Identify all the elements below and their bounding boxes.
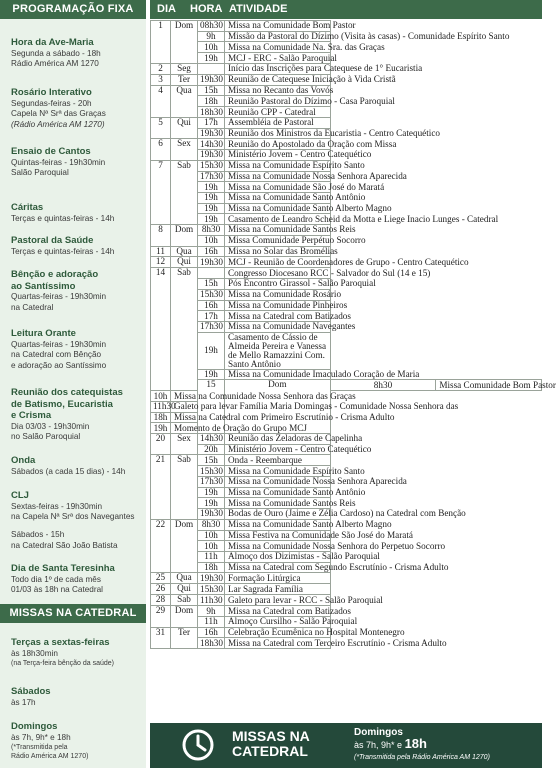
- hour-cell: 19h30: [198, 509, 225, 520]
- activity-cell: Ministério Jovem - Centro Catequético: [225, 444, 331, 455]
- sidebar-item-text: Quartas-feiras - 19h30min: [11, 292, 107, 301]
- table-row: [151, 573, 542, 584]
- sidebar-item-title: Reunião dos catequistas: [11, 387, 123, 398]
- activity-cell: Missa Comunidade Bom Pastor: [436, 380, 542, 391]
- schedule-header: [150, 0, 542, 19]
- sidebar-item: [11, 387, 143, 443]
- activity-cell: Missa na Catedral com Segundo Escrutínio - Crisma Adulto: [225, 562, 331, 573]
- activity-cell: Momento de Oração do Grupo MCJ: [171, 423, 198, 434]
- table-row: [151, 85, 542, 96]
- footer-note: (*Transmitida pela Rádio América AM 1270): [354, 754, 490, 761]
- hour-cell: 15h: [198, 455, 225, 466]
- sidebar-item-note: (*Transmitida pela: [11, 744, 68, 751]
- activity-cell: Galeto para levar Família Maria Domingas - Comunidade Nossa Senhora das: [171, 401, 198, 412]
- footer-hours: [354, 738, 427, 751]
- day-cell: 20: [151, 434, 171, 455]
- sidebar-item-text: 01/03 às 18h na Catedral: [11, 585, 103, 594]
- table-row: [151, 171, 542, 182]
- hour-cell: [198, 63, 225, 74]
- hour-cell: 19h: [198, 498, 225, 509]
- table-row: [151, 117, 542, 128]
- hour-cell: 18h30: [198, 107, 225, 118]
- hour-cell: 18h: [151, 412, 171, 423]
- sidebar-item-text: às 17h: [11, 697, 36, 707]
- hour-cell: 10h: [198, 42, 225, 53]
- sidebar-item-text: no Salão Paroquial: [11, 432, 81, 441]
- table-row: [151, 268, 542, 279]
- table-row: [151, 412, 542, 423]
- col-header-hora: HORA: [190, 3, 223, 15]
- table-row: [151, 279, 542, 290]
- day-cell: 4: [151, 85, 171, 117]
- hour-cell: 15h30: [198, 466, 225, 477]
- day-cell: 6: [151, 139, 171, 160]
- hour-cell: 19h30: [198, 257, 225, 268]
- hour-cell: 18h: [198, 562, 225, 573]
- sidebar-item-text: Segundas-feiras - 20h: [11, 98, 92, 108]
- sidebar-item-title: e Crisma: [11, 410, 52, 421]
- activity-cell: Missa Comunidade Perpétuo Socorro: [225, 235, 331, 246]
- day-cell: 25: [151, 573, 171, 584]
- sidebar-item: [11, 721, 143, 761]
- weekday-cell: Ter: [171, 627, 198, 648]
- activity-cell: Missa na Comunidade Santo Alberto Magno: [225, 519, 331, 530]
- hour-cell: 08h30: [198, 21, 225, 32]
- table-row: [151, 139, 542, 150]
- weekday-cell: Ter: [171, 74, 198, 85]
- sidebar-item-title: Domingos: [11, 721, 58, 732]
- sidebar-item-note: (na Terça-feira bênção da saúde): [11, 660, 114, 667]
- table-row: [151, 192, 542, 203]
- activity-cell: Missa na Comunidade Espírito Santo: [225, 466, 331, 477]
- sidebar-item-text: Quintas-feiras - 19h30min: [11, 157, 106, 167]
- activity-cell: Missa na Comunidade Nossa Senhora Aparecida: [225, 476, 331, 487]
- activity-cell: Lar Sagrada Família: [225, 584, 331, 595]
- weekday-cell: Sab: [171, 268, 198, 391]
- weekday-cell: Sab: [171, 595, 198, 606]
- activity-cell: Pós Encontro Girassol - Salão Paroquial: [225, 279, 331, 290]
- weekday-cell: Dom: [171, 225, 198, 246]
- weekday-cell: Qui: [171, 257, 198, 268]
- sidebar-item-text: Segunda a sábado - 18h: [11, 48, 101, 58]
- sidebar-item-text: Capela Nª Srª das Graças: [11, 109, 106, 118]
- sidebar-item-text: na Catedral São João Batista: [11, 540, 118, 550]
- sidebar-item-text: às 7h, 9h* e 18h: [11, 732, 71, 742]
- activity-cell: Bodas de Ouro (Jaime e Zélia Cardoso) na Catedral com Benção: [225, 509, 331, 520]
- hour-cell: 19h: [198, 214, 225, 225]
- hour-cell: 19h30: [198, 150, 225, 161]
- sidebar-item-note: Rádio América AM 1270): [11, 753, 89, 760]
- weekday-cell: Qui: [171, 117, 198, 138]
- activity-cell: Reunião de Catequese Iniciação à Vida Cristã: [225, 74, 331, 85]
- activity-cell: Missa no Recanto das Vovós: [225, 85, 331, 96]
- hour-cell: 11h30: [151, 401, 171, 412]
- hour-cell: 19h: [198, 53, 225, 64]
- sidebar-item-title: Ensaio de Cantos: [11, 146, 91, 157]
- table-row: [151, 444, 542, 455]
- day-cell: 21: [151, 455, 171, 519]
- hour-cell: 14h30: [198, 434, 225, 445]
- table-row: [151, 21, 542, 32]
- table-row: [151, 128, 542, 139]
- weekday-cell: Dom: [171, 606, 198, 627]
- sidebar-item-text: na Capela Nª Srª dos Navegantes: [11, 512, 135, 521]
- activity-cell: Reunião Pastoral do Dízimo - Casa Paroquial: [225, 96, 331, 107]
- sidebar-item-title: Pastoral da Saúde: [11, 235, 94, 246]
- sidebar-item: [11, 269, 143, 313]
- activity-cell: Missa na Comunidade Bom Pastor: [225, 21, 331, 32]
- sidebar-item-text: na Catedral com Bênção: [11, 350, 102, 359]
- table-row: [151, 455, 542, 466]
- sidebar-item: [11, 563, 143, 596]
- hour-cell: 16h: [198, 300, 225, 311]
- table-row: [151, 487, 542, 498]
- activity-cell: Missa na Catedral com Primeiro Escrutínio - Crisma Adulto: [171, 412, 198, 423]
- hour-cell: 16h: [198, 246, 225, 257]
- col-header-dia: DIA: [157, 3, 176, 15]
- table-row: [151, 246, 542, 257]
- footer-banner: [150, 723, 542, 768]
- activity-cell: Galeto para levar - RCC - Salão Paroquial: [225, 595, 331, 606]
- activity-cell: Missa na Comunidade Espírito Santo: [225, 160, 331, 171]
- activity-cell: Missa na Comunidade Rosário: [225, 289, 331, 300]
- day-cell: 14: [151, 268, 171, 391]
- activity-cell: Missa Festiva na Comunidade São José do Maratá: [225, 530, 331, 541]
- hour-cell: 19h: [198, 332, 225, 369]
- sidebar-item-text: Rádio América AM 1270: [11, 59, 99, 68]
- footer-title: MISSAS NA CATEDRAL: [232, 728, 310, 759]
- activity-cell: Missa na Comunidade São José do Maratá: [225, 182, 331, 193]
- sidebar-item-note: (Rádio América AM 1270): [11, 119, 105, 129]
- hour-cell: 15h: [198, 279, 225, 290]
- table-row: [151, 627, 542, 638]
- activity-cell: Missa na Comunidade Santo Antônio: [225, 487, 331, 498]
- sidebar-item-text: Terças e quintas-feiras - 14h: [11, 246, 115, 256]
- sidebar-item-text: Todo dia 1º de cada mês: [11, 574, 101, 584]
- sidebar-item: [11, 530, 143, 551]
- table-row: [151, 595, 542, 606]
- activity-cell: Onda - Reembarque: [225, 455, 331, 466]
- activity-cell: Missa na Comunidade Navegantes: [225, 322, 331, 333]
- table-row: [151, 96, 542, 107]
- activity-cell: Missão da Pastoral do Dízimo (Visita às casas) - Comunidade Espírito Santo: [225, 31, 331, 42]
- hour-cell: 15h30: [198, 584, 225, 595]
- table-row: [151, 551, 542, 562]
- activity-cell: Congresso Diocesano RCC - Salvador do Sul (14 e 15): [225, 268, 331, 279]
- activity-cell: Missa na Comunidade Pinheiros: [225, 300, 331, 311]
- hour-cell: 8h30: [330, 380, 436, 391]
- activity-cell: Missa na Comunidade Santo Antônio: [225, 192, 331, 203]
- hour-cell: 11h30: [198, 595, 225, 606]
- day-cell: 8: [151, 225, 171, 246]
- hour-cell: 19h: [198, 487, 225, 498]
- hour-cell: 8h30: [198, 519, 225, 530]
- hour-cell: 10h: [198, 235, 225, 246]
- sidebar-item: [11, 37, 143, 70]
- table-row: [151, 423, 542, 434]
- sidebar-item: [11, 637, 143, 668]
- activity-cell: Missa na Comunidade Na. Sra. das Graças: [225, 42, 331, 53]
- sidebar-item-text: Quartas-feiras - 19h30min: [11, 339, 107, 349]
- hour-cell: 19h30: [198, 573, 225, 584]
- table-row: [151, 300, 542, 311]
- table-row: [151, 530, 542, 541]
- activity-cell: Missa na Comunidade Santo Alberto Magno: [225, 203, 331, 214]
- table-row: [151, 182, 542, 193]
- day-cell: 3: [151, 74, 171, 85]
- table-row: [151, 509, 542, 520]
- clock-icon: [180, 727, 216, 763]
- table-row: [151, 498, 542, 509]
- activity-cell: Missa na Comunidade Imaculado Coração de Maria: [225, 369, 331, 380]
- hour-cell: 19h: [198, 369, 225, 380]
- table-row: [151, 214, 542, 225]
- sidebar-item-title: Hora da Ave-Maria: [11, 37, 94, 48]
- activity-cell: Missa na Comunidade Santos Reis: [225, 225, 331, 236]
- schedule: [150, 0, 556, 722]
- activity-cell: Missa na Comunidade Nossa Senhora do Perpetuo Socorro: [225, 541, 331, 552]
- activity-cell: Ministério Jovem - Centro Catequético: [225, 150, 331, 161]
- activity-cell: Almoço Cursilho - Salão Paroquial: [225, 616, 331, 627]
- hour-cell: 17h: [198, 117, 225, 128]
- hour-cell: 19h: [198, 192, 225, 203]
- activity-cell: Missa na Comunidade Santos Reis: [225, 498, 331, 509]
- sidebar-item: [11, 235, 143, 257]
- activity-cell: Missa na Catedral com Terceiro Escrutínio - Crisma Adulto: [225, 638, 331, 649]
- day-cell: 2: [151, 63, 171, 74]
- hour-cell: 10h: [198, 541, 225, 552]
- table-row: [151, 235, 542, 246]
- table-row: [151, 53, 542, 64]
- sidebar-item-text: às 18h30min: [11, 648, 58, 658]
- hour-cell: 17h30: [198, 322, 225, 333]
- weekday-cell: Qua: [171, 246, 198, 257]
- hour-cell: 19h: [151, 423, 171, 434]
- table-row: [151, 225, 542, 236]
- sidebar-item-title: Leitura Orante: [11, 328, 76, 339]
- footer-hours-bold: 18h: [404, 736, 427, 751]
- hour-cell: 17h: [198, 311, 225, 322]
- sidebar-item-title: CLJ: [11, 490, 29, 501]
- table-row: [151, 107, 542, 118]
- sidebar-item-title: Bênção e adoração: [11, 269, 99, 280]
- weekday-cell: Sab: [171, 160, 198, 224]
- sidebar-item: [11, 328, 143, 371]
- table-row: [151, 42, 542, 53]
- footer-label: Domingos: [354, 727, 403, 738]
- hour-cell: 8h30: [198, 225, 225, 236]
- activity-cell: Missa na Comunidade Nossa Senhora Aparecida: [225, 171, 331, 182]
- weekday-cell: Dom: [171, 21, 198, 64]
- sidebar: [0, 0, 146, 768]
- hour-cell: 15h: [198, 85, 225, 96]
- table-row: [151, 332, 542, 369]
- table-row: [151, 74, 542, 85]
- table-row: [151, 519, 542, 530]
- sidebar-item: [11, 686, 143, 708]
- hour-cell: 19h: [198, 182, 225, 193]
- table-row: [151, 434, 542, 445]
- activity-cell: MCJ - Reunião de Coordenadores de Grupo - Centro Catequético: [225, 257, 331, 268]
- weekday-cell: Seg: [171, 63, 198, 74]
- sidebar-item-text: Salão Paroquial: [11, 168, 69, 177]
- activity-cell: Missa na Comunidade Nossa Senhora das Graças: [171, 391, 198, 402]
- activity-cell: Reunião dos Ministros da Eucaristia - Centro Catequético: [225, 128, 331, 139]
- sidebar-item-text: Sextas-feiras - 19h30min: [11, 501, 103, 511]
- table-row: [151, 380, 542, 391]
- col-header-atividade: ATIVIDADE: [229, 3, 288, 15]
- activity-cell: Início das Inscrições para Catequese de 1° Eucaristia: [225, 63, 331, 74]
- weekday-cell: Sex: [171, 434, 198, 455]
- table-row: [151, 391, 542, 402]
- day-cell: 12: [151, 257, 171, 268]
- table-row: [151, 401, 542, 412]
- day-cell: 22: [151, 519, 171, 573]
- sidebar-header: PROGRAMAÇÃO FIXA: [0, 0, 146, 19]
- table-row: [151, 466, 542, 477]
- day-cell: 11: [151, 246, 171, 257]
- sidebar-item-text: Sábados (a cada 15 dias) - 14h: [11, 466, 126, 476]
- day-cell: 29: [151, 606, 171, 627]
- table-row: [151, 476, 542, 487]
- activity-cell: Formação Litúrgica: [225, 573, 331, 584]
- hour-cell: 15h30: [198, 289, 225, 300]
- day-cell: 1: [151, 21, 171, 64]
- table-row: [151, 638, 542, 649]
- table-row: [151, 562, 542, 573]
- weekday-cell: Qui: [171, 584, 198, 595]
- sidebar-item-title: de Batismo, Eucaristia: [11, 398, 113, 410]
- hour-cell: 9h: [198, 31, 225, 42]
- sidebar-item-title: Sábados: [11, 686, 51, 697]
- table-row: [151, 160, 542, 171]
- table-row: [151, 311, 542, 322]
- sidebar-item: [11, 146, 143, 179]
- hour-cell: 11h: [198, 551, 225, 562]
- activity-cell: Reunião das Zeladoras de Capelinha: [225, 434, 331, 445]
- activity-cell: Reunião do Apostolado da Oração com Missa: [225, 139, 331, 150]
- activity-cell: Assembléia de Pastoral: [225, 117, 331, 128]
- table-row: [151, 541, 542, 552]
- activity-cell: Almoço dos Dizimistas - Salão Paroquial: [225, 551, 331, 562]
- weekday-cell: Sex: [171, 139, 198, 160]
- activity-cell: Missa na Catedral com Batizados: [225, 311, 331, 322]
- hour-cell: 16h: [198, 627, 225, 638]
- day-cell: 28: [151, 595, 171, 606]
- activity-cell: MCJ - ERC - Salão Paroquial: [225, 53, 331, 64]
- activity-cell: Missa no Solar das Bromélias: [225, 246, 331, 257]
- table-row: [151, 322, 542, 333]
- weekday-cell: Dom: [225, 380, 331, 434]
- table-row: [151, 150, 542, 161]
- activity-cell: Celebração Ecumênica no Hospital Montenegro: [225, 627, 331, 638]
- hour-cell: 19h30: [198, 74, 225, 85]
- hour-cell: 9h: [198, 606, 225, 617]
- sidebar-item-text: Terças e quintas-feiras - 14h: [11, 213, 115, 223]
- sidebar-item-title: ao Santíssimo: [11, 280, 76, 292]
- activity-cell: Missa na Catedral com Batizados: [225, 606, 331, 617]
- sidebar-item: [11, 87, 143, 130]
- hour-cell: 15h30: [198, 160, 225, 171]
- day-cell: 26: [151, 584, 171, 595]
- table-row: [151, 31, 542, 42]
- hour-cell: 18h: [198, 96, 225, 107]
- table-row: [151, 289, 542, 300]
- sidebar-item-title: Onda: [11, 455, 36, 466]
- activity-cell: Casamento de Leandro Scheid da Motta e Liege Inacio Lunges - Catedral: [225, 214, 331, 225]
- table-row: [151, 584, 542, 595]
- table-row: [151, 63, 542, 74]
- day-cell: 5: [151, 117, 171, 138]
- activity-cell: Casamento de Cássio de Almeida Pereira e Vanessa de Mello Ramazzini Com. Santo Antônio: [225, 332, 331, 369]
- weekday-cell: Dom: [171, 519, 198, 573]
- weekday-cell: Qua: [171, 573, 198, 584]
- sidebar-item-text: e adoração ao Santíssimo: [11, 360, 107, 370]
- hour-cell: 19h: [198, 203, 225, 214]
- footer-hours-prefix: às 7h, 9h* e: [354, 740, 403, 750]
- sidebar-item-title: Dia de Santa Teresinha: [11, 563, 115, 574]
- hour-cell: 18h30: [198, 638, 225, 649]
- table-row: [151, 606, 542, 617]
- table-row: [151, 203, 542, 214]
- day-cell: 7: [151, 160, 171, 224]
- sidebar-item: [11, 455, 143, 477]
- schedule-table: [150, 20, 556, 649]
- weekday-cell: Qua: [171, 85, 198, 117]
- hour-cell: 20h: [198, 444, 225, 455]
- day-cell: 31: [151, 627, 171, 648]
- sidebar-item-text: Sábados - 15h: [11, 530, 65, 539]
- sidebar-header-missas: MISSAS NA CATEDRAL: [0, 604, 146, 623]
- sidebar-item-title: Cáritas: [11, 202, 44, 213]
- hour-cell: 19h30: [198, 128, 225, 139]
- activity-cell: Reunião CPP - Catedral: [225, 107, 331, 118]
- sidebar-item: [11, 202, 143, 224]
- sidebar-item-title: Rosário Interativo: [11, 87, 92, 98]
- hour-cell: 14h30: [198, 139, 225, 150]
- hour-cell: 17h30: [198, 476, 225, 487]
- hour-cell: 10h: [198, 530, 225, 541]
- sidebar-item-text: Dia 03/03 - 19h30min: [11, 421, 90, 431]
- sidebar-item-title: Terças a sextas-feiras: [11, 637, 110, 648]
- hour-cell: 17h30: [198, 171, 225, 182]
- weekday-cell: Sab: [171, 455, 198, 519]
- hour-cell: 11h: [198, 616, 225, 627]
- table-row: [151, 257, 542, 268]
- hour-cell: [198, 268, 225, 279]
- day-cell: 15: [198, 380, 225, 434]
- sidebar-item-text: na Catedral: [11, 302, 54, 312]
- sidebar-item: [11, 490, 143, 523]
- hour-cell: 10h: [151, 391, 171, 402]
- table-row: [151, 369, 542, 380]
- table-row: [151, 616, 542, 627]
